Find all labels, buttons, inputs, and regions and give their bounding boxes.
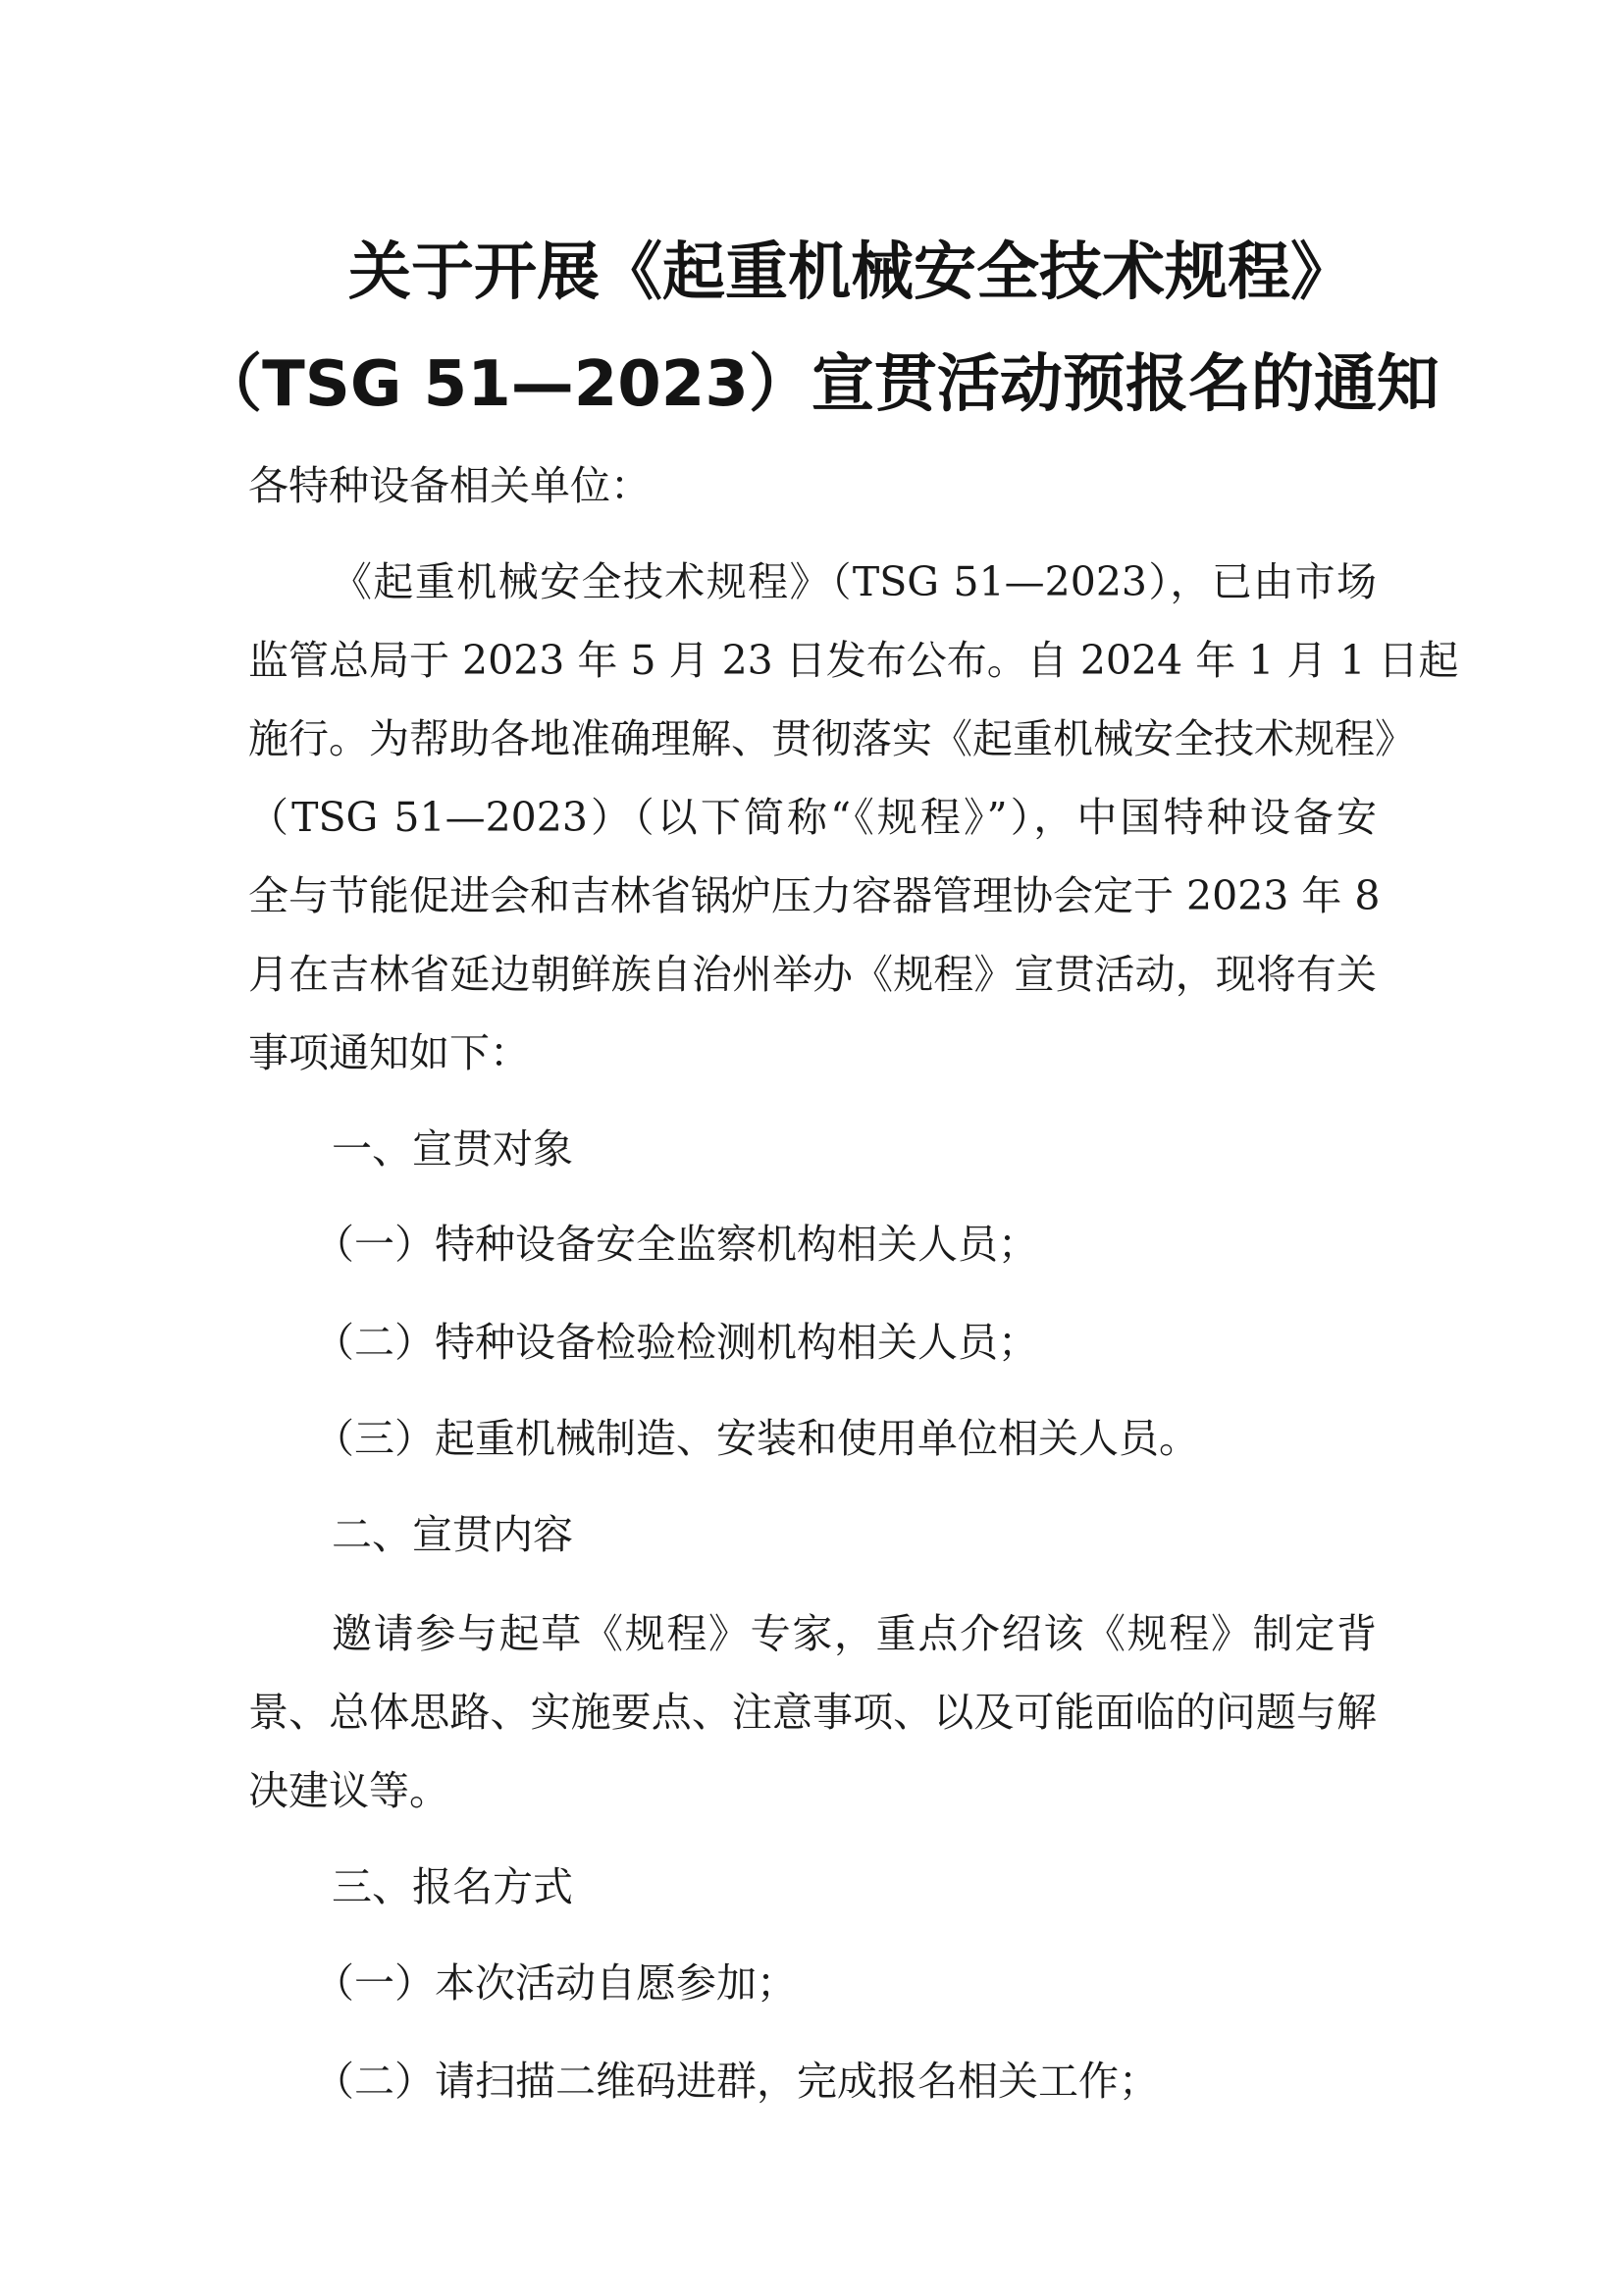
section-heading-registration: 三、报名方式 — [332, 1863, 573, 1910]
intro-line: 全与节能促进会和吉林省锅炉压力容器管理协会定于 2023 年 8 — [248, 872, 1381, 919]
intro-line: （TSG 51—2023）（以下简称“《规程》”），中国特种设备安 — [248, 794, 1377, 841]
intro-line: 施行。为帮助各地准确理解、贯彻落实《起重机械安全技术规程》 — [248, 715, 1415, 762]
list-item: （三）起重机械制造、安装和使用单位相关人员。 — [314, 1415, 1199, 1462]
salutation: 各特种设备相关单位： — [248, 462, 651, 509]
list-item: （一）本次活动自愿参加； — [314, 1959, 797, 2007]
content-line: 景、总体思路、实施要点、注意事项、以及可能面临的问题与解 — [248, 1689, 1377, 1736]
intro-line: 《起重机械安全技术规程》（TSG 51—2023），已由市场 — [332, 558, 1377, 605]
list-item: （一）特种设备安全监察机构相关人员； — [314, 1221, 1038, 1268]
content-line: 决建议等。 — [248, 1767, 449, 1814]
intro-line: 月在吉林省延边朝鲜族自治州举办《规程》宣贯活动，现将有关 — [248, 951, 1377, 998]
intro-line: 事项通知如下： — [248, 1029, 530, 1076]
intro-line: 监管总局于 2023 年 5 月 23 日发布公布。自 2024 年 1 月 1 日起 — [248, 637, 1459, 684]
content-line: 邀请参与起草《规程》专家，重点介绍该《规程》制定背 — [332, 1610, 1377, 1657]
document-title-line-1: 关于开展《起重机械安全技术规程》 — [348, 236, 1353, 309]
document-title-line-2: （TSG 51—2023）宣贯活动预报名的通知 — [199, 348, 1440, 421]
list-item: （二）请扫描二维码进群，完成报名相关工作； — [314, 2058, 1159, 2105]
section-heading-targets: 一、宣贯对象 — [332, 1125, 573, 1173]
list-item: （二）特种设备检验检测机构相关人员； — [314, 1319, 1038, 1366]
section-heading-content: 二、宣贯内容 — [332, 1511, 573, 1558]
